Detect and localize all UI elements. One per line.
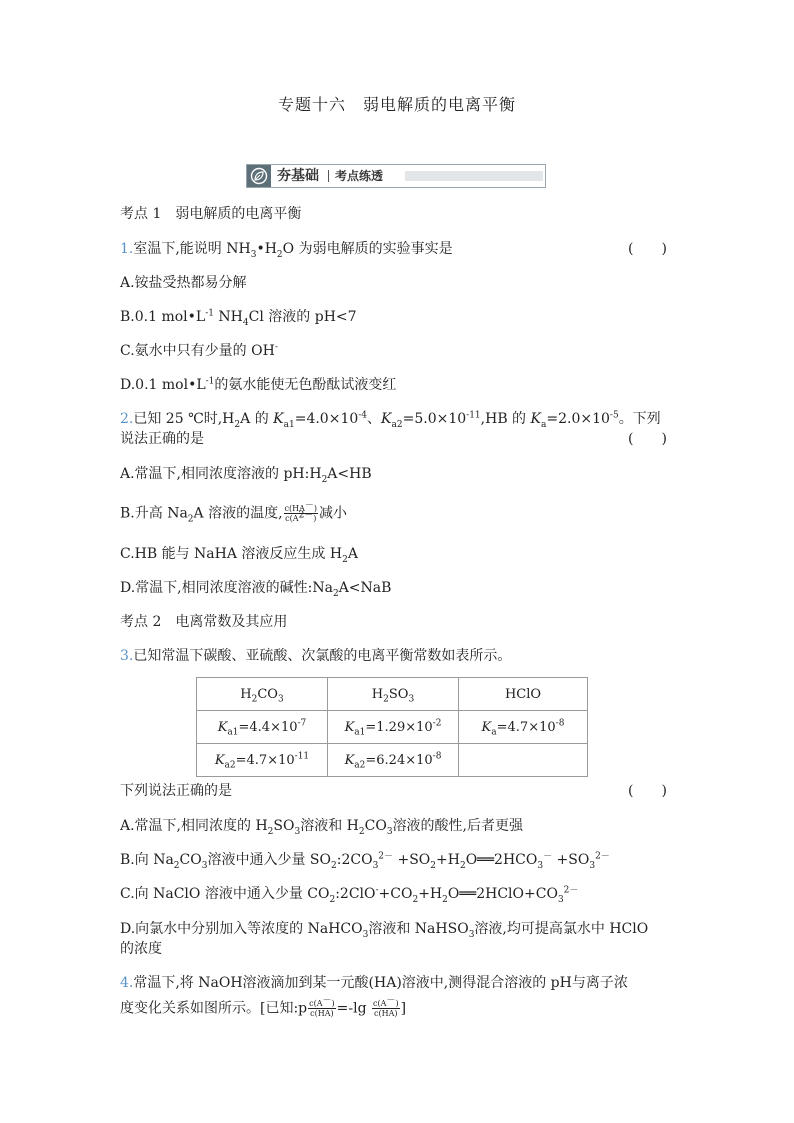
q3-option-d-line1: D.向氯水中分别加入等浓度的 NaHCO$_3$溶液和 NaHSO$_3$溶液,均可提高氯水中 HClO (120, 921, 649, 940)
q3-number: 3. (120, 648, 134, 664)
q4-number: 4. (120, 975, 134, 991)
q4-fraction-1: $\frac{c(A^-)}{c(HA)}$ (309, 995, 335, 1018)
section-banner (246, 164, 546, 188)
q1-option-c: C.氨水中只有少量的 OH- (120, 342, 278, 359)
q3-option-b: B.向 $Na_2CO_3$溶液中通入少量 $SO_2:2CO_3^{2-}$ $+SO_2+H_2O══2HCO_3^- +SO_3^{2-}$ (120, 851, 610, 871)
q1-stem: 1.室温下,能说明 $NH_3•H_2O$ 为弱电解质的实验事实是 (120, 241, 453, 260)
ionization-constant-table (196, 677, 588, 777)
table-header-hclo: HClO (459, 678, 588, 711)
q2-option-d: D.常温下,相同浓度溶液的碱性$:Na_2A<NaB$ (120, 580, 392, 599)
table-cell-empty (459, 744, 588, 777)
q1-number: 1. (120, 241, 134, 257)
q3-question: 下列说法正确的是 (120, 783, 232, 799)
q3-stem: 3.已知常温下碳酸、亚硫酸、次氯酸的电离平衡常数如表所示。 (120, 648, 512, 664)
page-title: 专题十六 弱电解质的电离平衡 (277, 95, 516, 114)
banner-sub-text: 考点练透 (335, 169, 384, 183)
table-row (197, 678, 588, 711)
table-header-h2co3: $H_2CO_3$ (197, 678, 328, 711)
q2-option-a: A.常温下,相同浓度溶液的 $pH:H_2A<HB$ (120, 466, 372, 485)
table-cell: $K_a=4.7\times 10^{-8}$ (459, 711, 588, 744)
banner-main-text: 夯基础 (277, 168, 319, 184)
q2-option-c: C.HB 能与 NaHA 溶液反应生成 $H_2A$ (120, 546, 358, 565)
table-cell: $K_{a1}=1.29\times 10^{-2}$ (328, 711, 459, 744)
q3-option-a: A.常温下,相同浓度的 $H_2SO_3$溶液和 $H_2CO_3$溶液的酸性,后者更强 (120, 818, 524, 837)
table-row (197, 744, 588, 777)
q1-option-d: D.0.1 $mol•L^{-1}$的氨水能使无色酚酞试液变红 (120, 376, 397, 393)
section-heading-1: 考点 1 弱电解质的电离平衡 (120, 206, 302, 222)
banner-bar (405, 171, 543, 181)
table-cell: $K_{a2}=4.7\times 10^{-11}$ (197, 744, 328, 777)
q2-number: 2. (120, 411, 134, 427)
banner-divider (328, 170, 329, 182)
q2-stem-line1: 2.已知 25 ℃时$,H_2A$ 的 $K_{a1}=4.0\times 10^{-4}$、$K_{a2}=5.0\times 10^{-11},HB$ 的 $K_a=2.0\times 10^{-5}$。下列 (120, 410, 661, 430)
q3-option-c: C.向 NaClO 溶液中通入少量 $CO_2:2ClO^-+CO_2+H_2O══2HClO+CO_3^{2-}$ (120, 885, 579, 905)
q4-stem-line2: 度变化关系如图所示。[已知:p $\frac{c(A^-)}{c(HA)}$ =-lg $\frac{c(A^-)}{c(HA)}$ ] (120, 995, 407, 1018)
table-cell: $K_{a2}=6.24\times 10^{-8}$ (328, 744, 459, 777)
q3-answer-blank: ( ) (628, 783, 667, 799)
leaf-icon (247, 165, 271, 187)
q1-answer-blank: ( ) (628, 241, 667, 257)
table-row (197, 711, 588, 744)
q2-option-b: B.升高 $Na_2A$ 溶液的温度, $\frac{c(HA^-)}{c(A^{2-})}$ 减小 (120, 500, 348, 525)
q4-fraction-2: $\frac{c(A^-)}{c(HA)}$ (373, 995, 399, 1018)
q1-option-a: A.铵盐受热都易分解 (120, 275, 247, 291)
q2-answer-blank: ( ) (628, 431, 667, 447)
q4-stem-line1: 4.常温下,将 NaOH溶液滴加到某一元酸(HA)溶液中,测得混合溶液的 pH与离子浓 (120, 975, 628, 991)
table-header-h2so3: $H_2SO_3$ (328, 678, 459, 711)
q3-option-d-line2: 的浓度 (120, 941, 162, 957)
section-heading-2: 考点 2 电离常数及其应用 (120, 614, 288, 630)
table-cell: $K_{a1}=4.4\times 10^{-7}$ (197, 711, 328, 744)
q1-option-b: B.0.1 $mol•L^{-1}$ $NH_4Cl$ 溶液的 pH<7 (120, 308, 357, 328)
q2-stem-line2: 说法正确的是 (120, 431, 204, 447)
q2-fraction: $\frac{c(HA^-)}{c(A^{2-})}$ (284, 500, 318, 523)
